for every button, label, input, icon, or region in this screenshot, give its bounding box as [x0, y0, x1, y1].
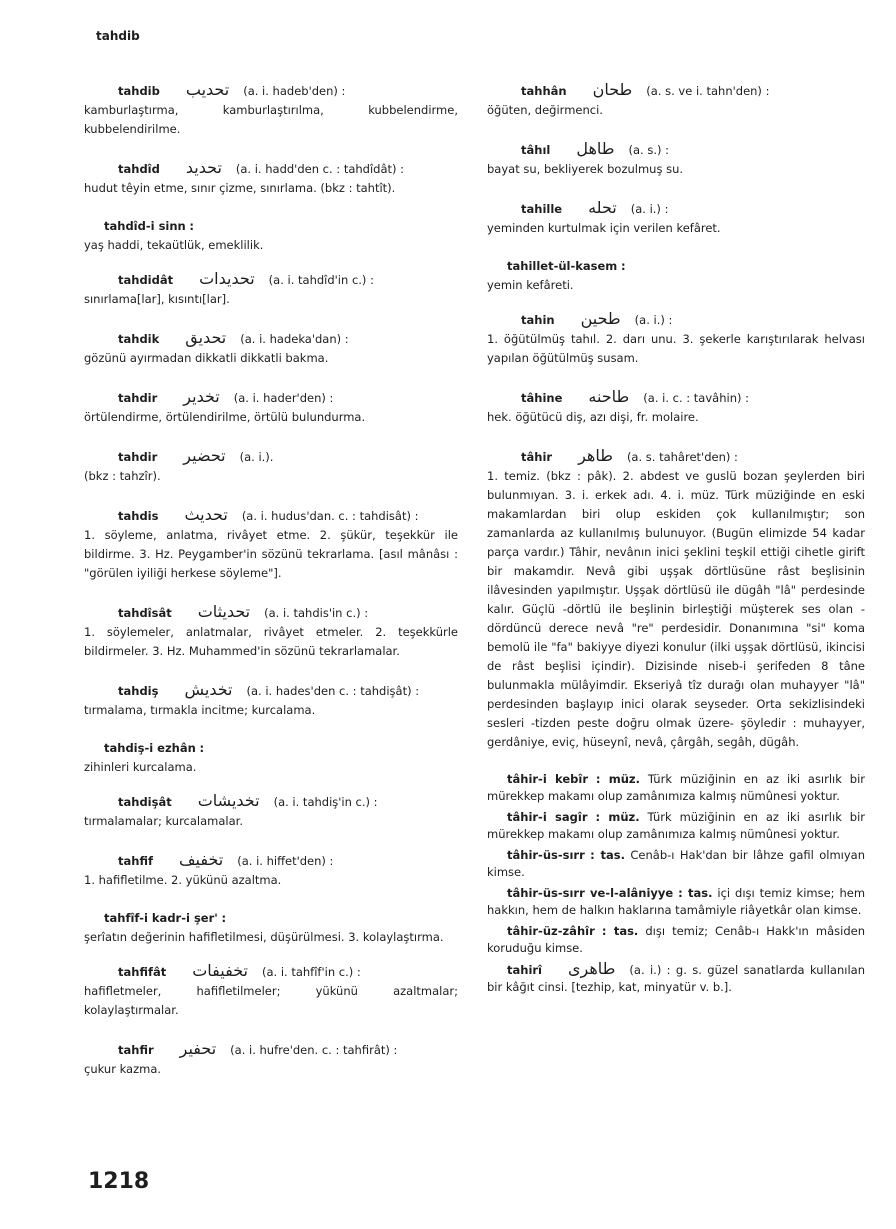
dictionary-entry: [487, 771, 865, 804]
entry-headword: tâhir-üs-sırr ve-l-alâniyye: [507, 886, 674, 900]
entry-definition: Cenâb-ı Hak'dan bir lâhze gafil olmıyan kimse.: [487, 848, 866, 879]
entry-etymology: : tas.: [601, 924, 639, 938]
dictionary-entry: [84, 739, 458, 777]
entry-etymology: (a. i. hadeb'den) :: [243, 84, 346, 98]
entry-arabic-script: طحين: [580, 309, 621, 328]
entry-headword: tahillet-ül-kasem: [507, 259, 618, 273]
entry-headword: tahdiş-i ezhân: [104, 741, 196, 755]
entry-definition: tırmalamalar; kurcalamalar.: [84, 814, 243, 828]
entry-etymology: (a. i. hader'den) :: [233, 391, 334, 405]
dictionary-entry: [487, 446, 865, 752]
entry-lead: [84, 80, 458, 101]
dictionary-entry: [84, 217, 458, 255]
entry-definition: Türk müziğinin en az iki asırlık bir mürekkep makamı olup zamânımıza kalmış nümûnesi yoktur.: [487, 810, 866, 841]
dictionary-entry: [487, 198, 865, 238]
entry-etymology: (a. i. hadeka'dan) :: [240, 332, 349, 346]
entry-etymology: :: [189, 219, 194, 233]
entry-etymology: (a. s. ve i. tahn'den) :: [646, 84, 770, 98]
entry-headword: tahdişât: [118, 795, 172, 809]
entry-etymology: (a. i. hadd'den c. : tahdîdât) :: [235, 162, 405, 176]
dictionary-entry: [487, 309, 865, 368]
entry-definition: şerîatın değerinin hafifletilmesi, düşürülmesi. 3. kolaylaştırma.: [84, 930, 444, 944]
entry-headword: tahhân: [521, 84, 567, 98]
entry-definition: öğüten, değirmenci.: [487, 103, 603, 117]
entry-arabic-script: تحديثات: [197, 602, 251, 621]
entry-lead: [84, 961, 458, 982]
left-column: [84, 80, 458, 1098]
entry-etymology: (a. i. tahdiş'in c.) :: [273, 795, 378, 809]
dictionary-entry: [84, 680, 458, 720]
entry-arabic-script: طاهر: [578, 446, 613, 465]
entry-arabic-script: تحديدات: [199, 269, 255, 288]
entry-etymology: (a. i. tahdîd'in c.) :: [268, 273, 374, 287]
entry-etymology: (a. i. hiffet'den) :: [237, 854, 334, 868]
dictionary-entry: [84, 328, 458, 368]
dictionary-entry: [84, 1039, 458, 1079]
entry-headword: tahdidât: [118, 273, 174, 287]
entry-definition: 1. öğütülmüş tahıl. 2. darı unu. 3. şekerle karıştırılarak helvası yapılan öğütülmüş susam.: [487, 332, 865, 365]
entry-lead: [487, 257, 865, 276]
entry-definition: sınırlama[lar], kısıntı[lar].: [84, 292, 230, 306]
entry-definition: 1. hafifletilme. 2. yükünü azaltma.: [84, 873, 282, 887]
entry-definition: 1. temiz. (bkz : pâk). 2. abdest ve guslü bozan şeylerden biri bulunmıyan. 3. i. erkek adı. 4. i. müz. Türk müziğinde en eski makamlardan biri olup eskiden çok kullanılmıştır; son zamanlarda az kullanılmış bulunuyor. (Bugün elimizde 54 kadar parça vardır.) Tâhir, nevânın inici şeklini teşkil ettiği cihetle girift bir makamdır. Nevâ gibi uşşak dörtlüsüne râst beşlisinin ilâvesinden yapılmıştır. Uşşak dörtlüsü ile dügâh "lâ" perdesinde kalır. Güçlü -dörtlü ile beşlinin birleştiği müşterek ses olan -dördüncü derece nevâ "re" perdesidir. Donanımına "si" koma bemolü ile "fa" bakiyye diyezi konulur (ilki uşşak dörtlüsü, ikincisi de râst beşlisi içindir). Dizisinde niseb-i şerifeden 8 tâne bulunmakla mülâyimdir. Ekseriyâ tîz durağı olan muhayyer "lâ" perdesinden başlayıp inici olarak seyseder. Orta sekizlisindeki sesleri -tizden peste doğru olmak üzere- şöyledir : muhayyer, gerdâniye, eviç, hüseynî, nevâ, çârgâh, segâh, dügâh.: [487, 469, 865, 749]
entry-headword: tahille: [521, 202, 563, 216]
entry-definition: yemin kefâreti.: [487, 278, 574, 292]
dictionary-entry: [487, 80, 865, 120]
entry-arabic-script: تخفيف: [178, 850, 224, 869]
entry-lead: [84, 387, 458, 408]
entry-etymology: (a. i. tahfîf'in c.) :: [261, 965, 361, 979]
entry-arabic-script: تخديشات: [197, 791, 260, 810]
entry-headword: tahdiş: [118, 684, 159, 698]
dictionary-entry: [487, 139, 865, 179]
dictionary-entry: [84, 269, 458, 309]
dictionary-entry: [84, 80, 458, 139]
entry-definition: bayat su, bekliyerek bozulmuş su.: [487, 162, 684, 176]
entry-arabic-script: طاحنه: [588, 387, 630, 406]
running-head: tahdib: [96, 29, 140, 43]
dictionary-entry: [487, 257, 865, 295]
entry-lead: [84, 505, 458, 526]
entry-arabic-script: تخدير: [183, 387, 220, 406]
entry-etymology: (a. i. hudus'dan. c. : tahdisât) :: [241, 509, 419, 523]
entry-lead: [84, 850, 458, 871]
entry-arabic-script: تحديد: [185, 158, 222, 177]
dictionary-entry: [84, 791, 458, 831]
entry-definition: tırmalama, tırmakla incitme; kurcalama.: [84, 703, 316, 717]
entry-etymology: (a. s. tahâret'den) :: [626, 450, 738, 464]
entry-headword: tâhir-i kebîr: [507, 772, 588, 786]
entry-lead: [84, 158, 458, 179]
entry-etymology: : müz.: [595, 772, 640, 786]
entry-lead: [84, 217, 458, 236]
entry-etymology: (a. i.) :: [630, 202, 669, 216]
entry-headword: tahirî: [507, 963, 542, 977]
entry-headword: tahdîd: [118, 162, 160, 176]
dictionary-entry: [487, 387, 865, 427]
entry-lead: [84, 680, 458, 701]
entry-definition: örtülendirme, örtülendirilme, örtülü bulundurma.: [84, 410, 366, 424]
entry-definition: hafifletmeler, hafifletilmeler; yükünü azaltmalar; kolaylaştırmalar.: [84, 984, 458, 1017]
entry-etymology: (a. i.) :: [634, 313, 673, 327]
entry-lead: [84, 909, 458, 928]
dictionary-entry: [84, 602, 458, 661]
entry-definition: kamburlaştırma, kamburlaştırılma, kubbelendirme, kubbelendirilme.: [84, 103, 458, 136]
entry-definition: çukur kazma.: [84, 1062, 162, 1076]
entry-definition: dışı temiz; Cenâb-ı Hakk'ın mâsiden koruduğu kimse.: [487, 924, 866, 955]
entry-headword: tahdib: [118, 84, 160, 98]
dictionary-entry: [84, 387, 458, 427]
entry-arabic-script: تحديق: [185, 328, 227, 347]
entry-lead: [507, 959, 707, 978]
entry-lead: [84, 1039, 458, 1060]
entry-definition: içi dışı temiz kimse; hem hakkın, hem de halkın haklarına tamâmiyle riâyetkâr olan kimse.: [487, 886, 866, 917]
dictionary-entry: [84, 909, 458, 947]
entry-etymology: (a. i.) : g. s.: [629, 963, 702, 977]
entry-lead: [84, 328, 458, 349]
dictionary-entry: [487, 809, 865, 842]
entry-definition: yeminden kurtulmak için verilen kefâret.: [487, 221, 721, 235]
entry-headword: tahin: [521, 313, 555, 327]
entry-definition: hek. öğütücü diş, azı dişi, fr. molaire.: [487, 410, 699, 424]
entry-arabic-script: طاهل: [576, 139, 615, 158]
dictionary-entry: [84, 961, 458, 1020]
right-column: [487, 80, 865, 1014]
entry-lead: [487, 139, 865, 160]
entry-headword: tahfif: [118, 854, 153, 868]
entry-etymology: :: [199, 741, 205, 755]
entry-lead: [84, 791, 458, 812]
dictionary-entry: [84, 158, 458, 198]
entry-definition: 1. söylemeler, anlatmalar, rivâyet etmeler. 2. teşekkürle bildirmeler. 3. Hz. Muhammed'in sözünü tekrarlamalar.: [84, 625, 458, 658]
dictionary-entry: [487, 847, 865, 880]
entry-lead: [507, 924, 645, 938]
entry-etymology: (a. i. c. : tavâhin) :: [643, 391, 749, 405]
entry-arabic-script: تحديب: [185, 80, 230, 99]
entry-lead: [84, 446, 458, 467]
entry-lead: [84, 739, 458, 758]
dictionary-entry: [84, 505, 458, 583]
dictionary-entry: [487, 923, 865, 956]
entry-headword: tâhir-üz-zâhîr: [507, 924, 595, 938]
entry-arabic-script: تحضير: [183, 446, 226, 465]
entry-definition: 1. söyleme, anlatma, rivâyet etme. 2. şükür, teşekkür ile bildirme. 3. Hz. Peygamber'in sözünü tekrarlama. [asıl mânâsı : "görülen iyiliği herkese söyleme"].: [84, 528, 458, 580]
entry-arabic-script: تحفير: [179, 1039, 217, 1058]
entry-headword: tâhir-i sagîr: [507, 810, 588, 824]
entry-headword: tahdîsât: [118, 606, 172, 620]
entry-etymology: : tas.: [678, 886, 713, 900]
page-number: 1218: [88, 1169, 150, 1194]
entry-etymology: (a. i. tahdis'in c.) :: [264, 606, 369, 620]
entry-headword: tahdir: [118, 391, 158, 405]
entry-etymology: (a. s.) :: [628, 143, 670, 157]
entry-lead: [507, 772, 648, 786]
entry-lead: [507, 848, 630, 862]
entry-definition: gözünü ayırmadan dikkatli dikkatli bakma.: [84, 351, 329, 365]
entry-definition: güzel sanatlarda kullanılan bir kâğıt cinsi. [tezhip, kat, minyatür v. b.].: [487, 963, 865, 994]
entry-definition: Türk müziğinin en az iki asırlık bir mürekkep makamı olup zamânımıza kalmış nümûnesi yoktur.: [487, 772, 866, 803]
entry-arabic-script: تخديش: [184, 680, 233, 699]
dictionary-entry: [84, 446, 458, 486]
entry-headword: tahdîd-i sinn: [104, 219, 186, 233]
entry-lead: [507, 886, 717, 900]
dictionary-entry: [487, 961, 865, 995]
entry-headword: tahfir: [118, 1043, 154, 1057]
entry-lead: [487, 387, 865, 408]
entry-headword: tâhıl: [521, 143, 551, 157]
entry-arabic-script: تخفيفات: [192, 961, 248, 980]
entry-etymology: : tas.: [590, 848, 625, 862]
entry-lead: [84, 269, 458, 290]
entry-headword: tahdis: [118, 509, 159, 523]
entry-arabic-script: تحديث: [184, 505, 228, 524]
dictionary-entry: [487, 885, 865, 918]
entry-arabic-script: طحان: [592, 80, 633, 99]
entry-lead: [487, 309, 865, 330]
entry-headword: tâhir: [521, 450, 553, 464]
entry-headword: tâhine: [521, 391, 563, 405]
entry-lead: [487, 80, 865, 101]
entry-definition: yaş haddi, tekaütlük, emeklilik.: [84, 238, 264, 252]
entry-headword: tahdir: [118, 450, 158, 464]
entry-etymology: :: [620, 259, 626, 273]
entry-etymology: :: [221, 911, 227, 925]
entry-arabic-script: طاهرى: [568, 959, 616, 978]
entry-lead: [487, 198, 865, 219]
entry-headword: tahfifât: [118, 965, 167, 979]
entry-etymology: (a. i. hufre'den. c. : tahfirât) :: [230, 1043, 398, 1057]
entry-definition: zihinleri kurcalama.: [84, 760, 197, 774]
entry-lead: [507, 810, 648, 824]
entry-headword: tahfîf-i kadr-i şer': [104, 911, 218, 925]
entry-definition: hudut têyin etme, sınır çizme, sınırlama. (bkz : tahtît).: [84, 181, 396, 195]
entry-headword: tâhir-üs-sırr: [507, 848, 585, 862]
entry-lead: [84, 602, 458, 623]
entry-etymology: (a. i.).: [239, 450, 274, 464]
entry-etymology: : müz.: [595, 810, 640, 824]
entry-lead: [487, 446, 865, 467]
entry-etymology: (a. i. hades'den c. : tahdişât) :: [246, 684, 420, 698]
entry-arabic-script: تحله: [588, 198, 617, 217]
entry-headword: tahdik: [118, 332, 160, 346]
dictionary-entry: [84, 850, 458, 890]
entry-definition: (bkz : tahzîr).: [84, 469, 161, 483]
